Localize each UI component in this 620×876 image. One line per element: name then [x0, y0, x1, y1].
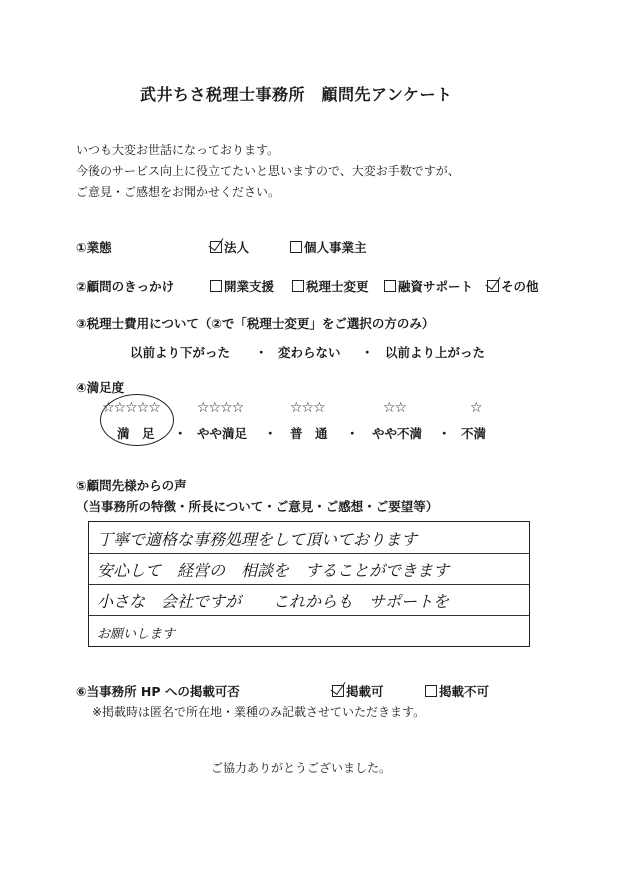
checkbox-icon[interactable] — [292, 280, 304, 292]
ruled-line — [89, 615, 529, 616]
closing-message: ご協力ありがとうございました。 — [211, 761, 392, 775]
q4-option-satisfied[interactable]: 満 足 — [117, 426, 155, 441]
q3-option-same[interactable]: 変わらない — [278, 345, 341, 360]
q4-separator: ・ — [174, 426, 187, 441]
checkbox-icon[interactable] — [384, 280, 396, 292]
q4-separator: ・ — [264, 426, 277, 441]
q4-option-dissatisfied[interactable]: 不満 — [461, 426, 487, 441]
star-rating-1: ☆ — [470, 400, 482, 416]
option-label: 法人 — [224, 240, 250, 255]
checkbox-icon[interactable] — [210, 241, 222, 253]
q3-separator: ・ — [255, 345, 268, 360]
handwritten-line-2: 安心して 経営の 相談を することができます — [97, 561, 450, 580]
q1-option-sole-proprietor[interactable] — [290, 238, 367, 256]
q4-option-neutral[interactable]: 普 通 — [290, 426, 328, 441]
handwritten-line-1: 丁寧で適格な事務処理をして頂いております — [97, 530, 418, 549]
q4-separator: ・ — [438, 426, 451, 441]
intro-line-2: 今後のサービス向上に役立てたいと思いますので、大変お手数ですが、 — [76, 164, 460, 178]
q2-option-startup[interactable] — [210, 277, 274, 295]
q4-separator: ・ — [346, 426, 359, 441]
star-rating-2: ☆☆ — [383, 400, 407, 416]
q3-option-higher[interactable]: 以前より上がった — [385, 345, 486, 360]
q2-option-other[interactable] — [487, 277, 539, 295]
q2-label: ②顧問のきっかけ — [76, 279, 175, 294]
ruled-line — [89, 553, 529, 554]
q3-label: ③税理士費用について（②で「税理士変更」をご選択の方のみ） — [76, 316, 435, 331]
star-rating-3: ☆☆☆ — [290, 400, 325, 416]
q6-option-deny[interactable] — [425, 682, 489, 700]
checkbox-icon[interactable] — [425, 685, 437, 697]
star-rating-5: ☆☆☆☆☆ — [102, 400, 160, 416]
q2-option-financing[interactable] — [384, 277, 473, 295]
checkbox-icon[interactable] — [290, 241, 302, 253]
star-rating-4: ☆☆☆☆ — [197, 400, 244, 416]
ruled-line — [89, 584, 529, 585]
comment-box[interactable] — [88, 521, 530, 647]
option-label: 融資サポート — [398, 279, 474, 294]
option-label: 掲載可 — [346, 684, 384, 699]
checkbox-icon[interactable] — [487, 280, 499, 292]
q3-option-lower[interactable]: 以前より下がった — [130, 345, 231, 360]
q1-option-corporation[interactable] — [210, 238, 249, 256]
q3-separator: ・ — [361, 345, 374, 360]
option-label: 税理士変更 — [306, 279, 369, 294]
option-label: 個人事業主 — [304, 240, 367, 255]
option-label: 開業支援 — [224, 279, 275, 294]
intro-line-3: ご意見・ご感想をお聞かせください。 — [76, 185, 281, 199]
q4-option-somewhat-dissatisfied[interactable]: やや不満 — [372, 426, 423, 441]
option-label: 掲載不可 — [439, 684, 490, 699]
page-title: 武井ちさ税理士事務所 顧問先アンケート — [140, 85, 453, 104]
intro-line-1: いつも大変お世話になっております。 — [76, 143, 280, 157]
q4-label: ④満足度 — [76, 380, 125, 395]
handwritten-line-4: お願いします — [97, 627, 176, 642]
checkbox-icon[interactable] — [332, 685, 344, 697]
q1-label: ①業態 — [76, 240, 112, 255]
q2-option-change[interactable] — [292, 277, 369, 295]
q6-label: ⑥当事務所 HP への掲載可否 — [76, 684, 240, 699]
option-label: その他 — [501, 279, 539, 294]
handwritten-line-3: 小さな 会社ですが これからも サポートを — [97, 592, 450, 611]
q6-option-allow[interactable] — [332, 682, 384, 700]
q5-label: ⑤顧問先様からの声 — [76, 478, 187, 493]
q6-note: ※掲載時は匿名で所在地・業種のみ記載させていただきます。 — [92, 705, 426, 719]
q5-sublabel: （当事務所の特徴・所長について・ご意見・ご感想・ご要望等） — [76, 499, 439, 514]
checkbox-icon[interactable] — [210, 280, 222, 292]
q4-option-somewhat-satisfied[interactable]: やや満足 — [197, 426, 248, 441]
